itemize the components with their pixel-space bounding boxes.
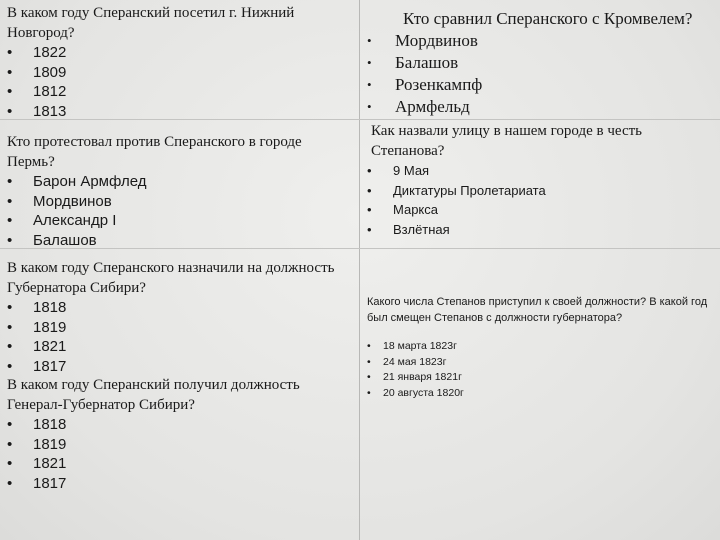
option-item[interactable] (7, 102, 347, 122)
option-item[interactable] (367, 161, 712, 181)
bullet-icon: • (7, 455, 13, 472)
question-block-1 (7, 4, 347, 121)
option-label: 1819 (33, 318, 67, 336)
option-label: Армфельд (395, 97, 470, 116)
option-item[interactable] (7, 211, 347, 231)
option-item[interactable] (7, 357, 352, 377)
option-item[interactable] (7, 63, 347, 83)
option-item[interactable] (7, 454, 352, 474)
option-item[interactable] (7, 298, 352, 318)
option-item[interactable] (7, 435, 352, 455)
option-label: 24 мая 1823г (383, 355, 447, 368)
question-text: В каком году Сперанский посетил г. Нижний Новгород? (7, 5, 295, 41)
option-item[interactable] (7, 172, 347, 192)
option-item[interactable] (7, 192, 347, 212)
bullet-icon: • (367, 355, 371, 368)
bullet-icon: • (7, 192, 13, 210)
option-label: Диктатуры Пролетариата (393, 182, 546, 198)
bullet-icon: • (7, 435, 13, 453)
options-list (7, 43, 347, 121)
bullet-icon: • (367, 163, 372, 178)
bullet-icon: • (367, 182, 372, 198)
option-item[interactable] (367, 200, 712, 220)
option-label: 1813 (33, 102, 67, 120)
option-label: 1809 (33, 63, 67, 81)
bullet-icon: • (7, 318, 13, 336)
option-item[interactable] (367, 386, 712, 402)
question-block-2 (7, 133, 347, 250)
bullet-icon: • (7, 357, 13, 375)
option-label: 21 января 1821г (383, 371, 462, 383)
option-item[interactable] (367, 74, 717, 96)
bullet-icon: • (7, 102, 13, 120)
bullet-icon: • (367, 55, 372, 70)
bullet-icon: • (367, 99, 372, 114)
options-list (7, 298, 352, 376)
option-label: 1822 (33, 44, 67, 61)
option-item[interactable] (367, 96, 717, 118)
bullet-icon: • (7, 338, 13, 355)
option-item[interactable] (367, 181, 712, 201)
option-item[interactable] (7, 82, 347, 102)
bullet-icon: • (7, 63, 13, 81)
bullet-icon: • (367, 371, 371, 383)
option-label: 1819 (33, 435, 67, 453)
option-label: Розенкампф (395, 75, 483, 94)
options-list (367, 339, 712, 401)
question-block-7 (367, 295, 712, 401)
option-label: 1818 (33, 299, 67, 316)
question-block-3 (7, 259, 352, 493)
question-text: В каком году Сперанского назначили на должность Губернатора Сибири? (7, 260, 335, 296)
option-label: Маркса (393, 202, 438, 217)
question-text: В каком году Сперанский получил должность Генерал-Губернатор Сибири? (7, 377, 300, 413)
option-label: Барон Армфлед (33, 173, 147, 190)
option-label: 1818 (33, 416, 67, 433)
option-label: 18 марта 1823г (383, 340, 457, 352)
option-label: 1821 (33, 338, 67, 355)
options-list (367, 161, 712, 239)
bullet-icon: • (7, 212, 13, 229)
option-label: 1817 (33, 357, 67, 375)
option-label: Мордвинов (33, 192, 112, 210)
option-item[interactable] (367, 220, 712, 240)
option-item[interactable] (7, 43, 347, 63)
column-divider (359, 0, 360, 540)
bullet-icon: • (7, 474, 13, 492)
option-label: Александр I (33, 212, 117, 229)
option-label: Балашов (33, 231, 97, 249)
bullet-icon: • (7, 299, 13, 316)
bullet-icon: • (367, 221, 372, 237)
bullet-icon: • (7, 231, 13, 249)
question-text: Кто сравнил Сперанского с Кромвелем? (403, 9, 693, 28)
option-item[interactable] (367, 355, 712, 371)
question-block-6 (367, 122, 712, 239)
options-list (367, 30, 717, 118)
option-label: 9 Мая (393, 163, 430, 178)
option-label: 1817 (33, 474, 67, 492)
option-item[interactable] (7, 318, 352, 338)
option-label: Взлётная (393, 221, 450, 237)
option-item[interactable] (367, 339, 712, 355)
option-item[interactable] (7, 337, 352, 357)
question-text: Какого числа Степанов приступил к своей должности? В какой год был смещен Степанов с должности губернатора? (367, 296, 708, 324)
option-item[interactable] (7, 415, 352, 435)
bullet-icon: • (7, 416, 13, 433)
options-list (7, 415, 352, 493)
option-label: 20 августа 1820г (383, 386, 464, 399)
question-text: Как назвали улицу в нашем городе в честь Степанова? (371, 123, 642, 159)
option-label: 1812 (33, 83, 67, 100)
option-label: Мордвинов (395, 31, 478, 50)
question-text: Кто протестовал против Сперанского в городе Пермь? (7, 134, 302, 170)
bullet-icon: • (7, 83, 13, 100)
option-label: Балашов (395, 53, 459, 72)
bullet-icon: • (7, 173, 13, 190)
option-item[interactable] (367, 30, 717, 52)
bullet-icon: • (367, 202, 372, 217)
option-item[interactable] (7, 474, 352, 494)
question-block-5 (367, 8, 717, 118)
bullet-icon: • (7, 44, 13, 61)
bullet-icon: • (367, 340, 371, 352)
option-item[interactable] (7, 231, 347, 251)
bullet-icon: • (367, 386, 371, 399)
options-list (7, 172, 347, 250)
bullet-icon: • (367, 33, 372, 48)
option-item[interactable] (367, 370, 712, 386)
option-label: 1821 (33, 455, 67, 472)
bullet-icon: • (367, 77, 372, 92)
option-item[interactable] (367, 52, 717, 74)
